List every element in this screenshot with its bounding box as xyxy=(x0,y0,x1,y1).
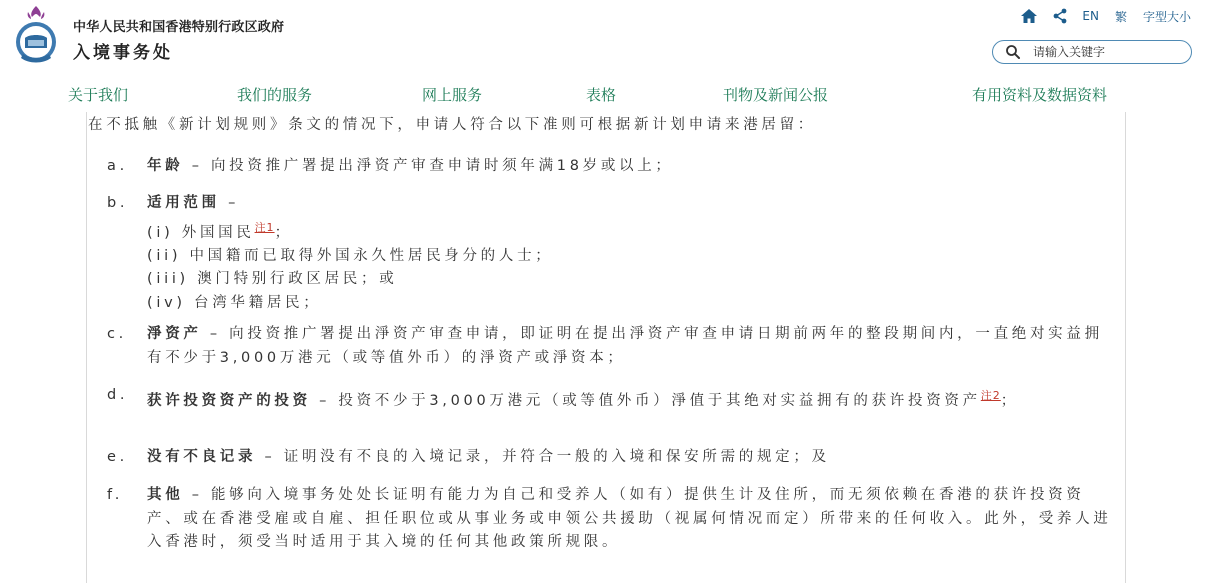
nav-forms[interactable]: 表格 xyxy=(586,86,617,104)
item-text: – 证明没有不良的入境记录，并符合一般的入境和保安所需的规定；及 xyxy=(256,449,830,465)
sub-item-chinese-national: (ii) 中国籍而已取得外国永久性居民身分的人士； xyxy=(147,247,554,264)
search-input[interactable] xyxy=(1033,45,1183,59)
item-text: – 投资不少于3,000万港元（或等值外币）淨值于其绝对实益拥有的获许投资资产 xyxy=(310,392,981,409)
note-link-1[interactable]: 注1 xyxy=(254,220,275,234)
search-box[interactable] xyxy=(992,40,1192,64)
share-icon[interactable] xyxy=(1052,8,1068,24)
item-body xyxy=(147,446,1115,470)
item-body xyxy=(147,155,1115,179)
government-name: 中华人民共和国香港特别行政区政府 xyxy=(73,20,285,35)
item-text: – 向投资推广署提出淨资产审查申请，即证明在提出淨资产审查申请日期前两年的整段期间内，一直绝对实益拥有不少于3,000万港元（或等值外币）的淨资产或淨资本； xyxy=(147,326,1103,366)
item-marker: b. xyxy=(107,195,129,211)
item-title: 其他 xyxy=(147,487,184,503)
home-icon[interactable] xyxy=(1020,7,1038,25)
item-body xyxy=(147,323,1115,370)
item-title: 适用范围 xyxy=(147,195,220,211)
item-text: – 向投资推广署提出淨资产审查申请时须年满18岁或以上； xyxy=(183,158,674,174)
sub-item-taiwan-resident: (iv) 台湾华籍居民； xyxy=(147,294,322,311)
item-body: 获许投资资产的投资 – 投资不少于3,000万港元（或等值外币）淨值于其绝对实益拥有的获许投资资产$^{注2}$； xyxy=(147,389,1019,409)
main-content xyxy=(86,112,1126,583)
site-header xyxy=(0,0,1205,80)
nav-about-us[interactable]: 关于我们 xyxy=(68,86,129,104)
sub-item-foreign-national: (i) 外国国民$^{注1}$； xyxy=(147,220,293,241)
item-text: – xyxy=(219,195,240,211)
search-icon[interactable] xyxy=(1005,44,1021,60)
item-body xyxy=(147,192,1115,315)
item-title: 年龄 xyxy=(147,158,184,174)
utility-bar xyxy=(1020,7,1191,25)
item-title: 没有不良记录 xyxy=(147,449,257,465)
item-title: 获许投资资产的投资 xyxy=(147,392,311,409)
sub-item-macao-resident: (iii) 澳门特别行政区居民；或 xyxy=(147,271,398,288)
department-name[interactable]: 入境事务处 xyxy=(73,43,173,63)
nav-publications-press[interactable]: 刊物及新闻公报 xyxy=(723,86,829,104)
intro-paragraph: 在不抵触《新计划规则》条文的情况下，申请人符合以下准则可根据新计划申请来港居留： xyxy=(88,117,816,133)
item-marker: a. xyxy=(107,158,128,174)
font-size-link[interactable]: 字型大小 xyxy=(1142,9,1191,24)
nav-our-services[interactable]: 我们的服务 xyxy=(237,86,313,104)
traditional-chinese-link[interactable]: 繁 xyxy=(1114,9,1127,24)
nav-useful-information[interactable]: 有用资料及数据资料 xyxy=(972,86,1108,104)
item-marker: d. xyxy=(107,387,129,403)
item-marker: f. xyxy=(107,487,124,503)
note-link-2[interactable]: 注2 xyxy=(980,389,1001,402)
item-body xyxy=(147,484,1115,555)
item-marker: c. xyxy=(107,326,127,342)
nav-e-services[interactable]: 网上服务 xyxy=(422,86,483,104)
english-language-link[interactable]: EN xyxy=(1082,9,1099,23)
item-title: 淨资产 xyxy=(147,326,202,342)
item-marker: e. xyxy=(107,449,128,465)
hksar-emblem-logo[interactable] xyxy=(11,4,61,66)
main-navigation xyxy=(0,84,1205,108)
item-text: – 能够向入境事务处处长证明有能力为自己和受养人（如有）提供生计及住所，而无须依赖在香港的获许投资资产、或在香港受雇或自雇、担任职位或从事业务或申领公共援助（视属何情况而定）所带来的任何收入。此外，受养人进入香港时，须受当时适用于其入境的任何其他政策所规限。 xyxy=(147,487,1112,550)
